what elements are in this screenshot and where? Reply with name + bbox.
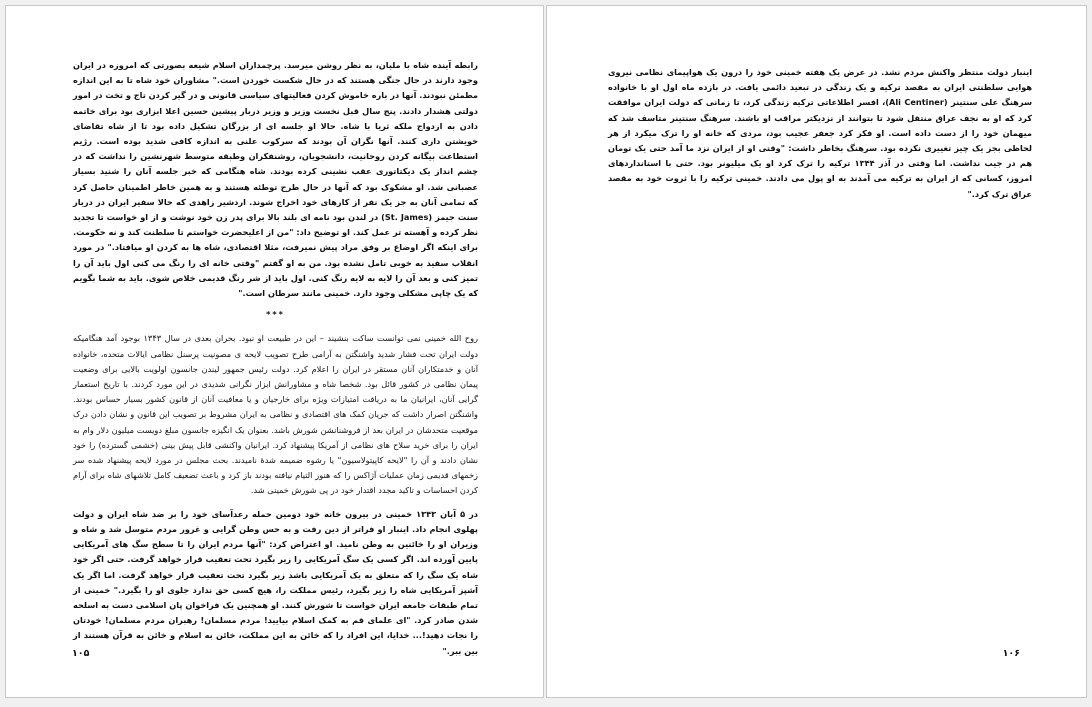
paragraph: روح الله خمینی نمی توانست ساکت بنشیند – این در طبیعت او نبود. بحران بعدی در سال ۱۳۴۳ بوجود آمد هنگامیکه دولت ایران تحت فشار شدید واشنگتن به آرامی طرح تصویب لایحه ی مصونیت پرسنل نظامی ایالات متحده، خانواده آنان و خدمتکاران آنان مستقر در ایران را اعلام کرد. دولت رئیس جمهور لیندن جانسون اولویت بالایی برای وضعیت پیمان نظامی در کشور قائل بود. شخصا شاه و مشاورانش ابزار نگرانی شدیدی در این مورد کردند. با تاریخ استعمار گرایی آنان، ایرانیان ما به دریافت امتیازات ویژه برای خارجیان و یا معافیت آنان از قانون کشور بسیار حساس بودند. واشنگتن اصرار داشت که جریان کمک های اقتصادی و نظامی به ایران مشروط بر تصویب این قانون و نشان دادن درک موقعیت متحدشان در ایران بعد از فروشنانشن شورش باشد. بعنوان یک انگیزه جانسون مبلغ دویست میلیون دلار وام به ایران را برای خرید سلاح های نظامی از آمریکا پیشنهاد کرد. ایرانیان واکنشی قابل پیش بینی (خشمی گسترده) را خود نشان دادند و آن را "لایحه کاپیتولاسیون" یا رشوه ضمیمه شدهٔ نامیدند. بحث مجلس در مورد لایحه پیشنهاد شده سر زخمهای قدیمی زمان عملیات آژاکس را که هنوز التیام نیافته بودند باز کرد و باعث تضعیف کامل تلاشهای شاه برای آرام کردن احساسات و تاکید مجدد اقتدار خود در پی شورش خمینی شد. xyxy=(73,333,478,496)
left-page xyxy=(5,5,544,698)
section-separator: *** xyxy=(266,309,285,320)
paragraph: رابطه آینده شاه با ملیان، به نظر روشن میرسد. پرچمداران اسلام شیعه بصورتی که امروزه در ایران وجود دارند در حال جنگی هستند که در حال شکست خوردن است." مشاوران خود شاه تا به این اندازه مطمئن نبودند. آنها در باره خاموش کردن فعالیتهای سیاسی قانونی و در گیر کردن تاج و تخت در امور دولتی هشدار دادند. پنج سال قبل نخست وزیر و وزیر دربار پیشین حسین اعلا ابزاری بود برای خاتمه دادن به ازدواج ملکه ثریا با شاه. حالا او جلسه ای از بزرگان تشکیل داده بود تا از شاه تقاضای خویشتن داری کنند. آنها نگران آن بودند که سرکوب علنی به اندازه کافی شدید بوده است. رژیم استطاعت بیگانه کردن روحانیت، دانشجویان، روشنفکران وطبقه متوسط شهرنشین را نداشت که در چشم انداز یک دیکتاتوری عقب نشینی کرده بودند. شاه هنگامی که خبر جلسه آنان را شنید بسیار عصبانی شد. او مشکوک بود که آنها در حال طرح توطئه هستند و به همین خاطر اطمینان حاصل کرد که تمامی آنان به جز یک نفر از کارهای خود اخراج شوند. اردشیر زاهدی که حالا سفیر ایران در دربار سنت جیمز (St. James) در لندن بود نامه ای بلند بالا برای پدر زن خود نوشت و از او خواست تا تجدید نظر کرده و آهسته تر عمل کند. او توضیح داد: "من از اعلیحضرت خواستم تا سلطنت کند و نه حکومت. برای اینکه اگر اوضاع بر وفق مراد پیش نمیرفت، مثلا اقتصادی، شاه ها به کردن او میافتاد." در مورد انقلاب سفید به خوبی تامل نشده بود. من به او گفتم "وقتی خانه ای را رنگ می کنی اول باید آن را تمیز کنی و بعد آن را لایه به لایه رنگ کنی. اول باید از شر رنگ قدیمی خلاص شوی. باید به شما بگویم که یک چاپی مشکلی وجود دارد. خمینی مانند سرطان است." xyxy=(73,60,478,299)
right-page xyxy=(546,5,1087,698)
page-number: ۱۰۶ xyxy=(1002,648,1020,659)
paragraph: اینبار دولت منتظر واکنش مردم نشد. در عرض یک هفته خمینی خود را درون یک هواپیمای نظامی نیروی هوایی سلطنتی ایران به مقصد ترکیه و یک زندگی در تبعید دائمی یافت. در بازده ماه اول او با خانواده سرهنگ علی سنتینر (Ali Centiner)، افسر اطلاعاتی ترکیه زندگی کرد، تا زمانی که دولت ایران موافقت کرد که او به نجف عراق منتقل شود تا بتوانند از نزدیکتر مراقب او باشند. سرهنگ سنتینر متاسف شد که میهمان خود را از دست داده است. او فکر کرد جعفر عجیب بود، مردی که خانه او را ترک میکرد از هر لحاظی بجز یک چیز تغییری نکرده بود. سرهنگ بخاطر داشت: "وقتی او از ایران نزد ما آمد حتی یک تومان هم در جیب نداشت. اما وقتی در آذر ۱۳۴۴ ترکیه را ترک کرد او یک میلیونر بود. حتی با استانداردهای امروز، کسانی که از ایران به ترکیه می آمدند به او پول می دادند. خمینی ترکیه را با ثروت خود به مقصد عراق ترک کرد." xyxy=(608,67,1033,199)
page-number: ۱۰۵ xyxy=(72,648,90,659)
right-page-text xyxy=(608,65,1032,205)
paragraph-gap xyxy=(73,499,478,507)
paragraph: در ۵ آبان ۱۳۴۳ خمینی در بیرون خانه خود دومین حمله رعدآسای خود را بر ضد شاه ایران و دولت پهلوی انجام داد. اینبار او فراتر از دین رفت و به حس وطن گرایی و غرور مردم متوسل شد و شاه و وزیران او را خائنین به وطن نامید. او اعتراض کرد: "آنها مردم ایران را تا سطح سگ های آمریکایی پایین آورده اند. اگر کسی یک سگ آمریکایی را زیر بگیرد تحت تعقیب قرار خواهد گرفت. حتی اگر خود شاه یک سگ را که متعلق به یک آمریکایی باشد زیر بگیرد تحت تعقیب قرار خواهد گرفت. اما اگر یک آشپز آمریکایی شاه را زیر بگیرد، رئیس مملکت را، هیچ کسی حق ندارد جلوی او را بگیرد." خمینی از تمام طبقات جامعه ایران خواست تا شورش کنند. او همچنین یک فراخوان پان اسلامی دست به اسلحه شدن صادر کرد. "ای علمای قم به کمک اسلام بیایید! مردم مسلمان! رهبران مردم مسلمان! خودتان را نجات دهید!... خدایا، این افراد را که خائن به این مملکت، خائن به اسلام و خائن به قرآن هستند از بین ببر." xyxy=(73,508,478,656)
